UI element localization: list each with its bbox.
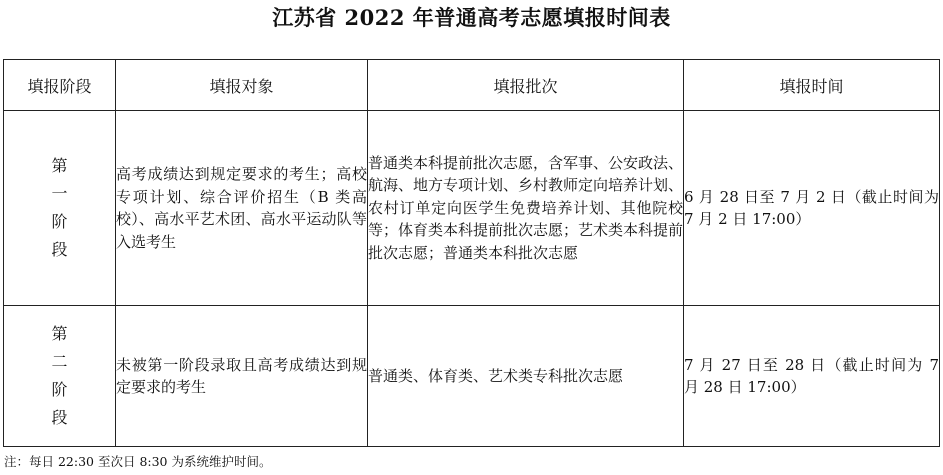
time-cell: 7 月 27 日至 28 日（截止时间为 7 月 28 日 17:00） (684, 306, 940, 447)
header-target: 填报对象 (116, 60, 368, 111)
table-row (4, 111, 940, 306)
page-title: 江苏省 2022 年普通高考志愿填报时间表 (272, 5, 671, 30)
table-header-row (4, 60, 940, 111)
stage-cell (4, 306, 116, 447)
time-cell: 6 月 28 日至 7 月 2 日（截止时间为 7 月 2 日 17:00） (684, 111, 940, 306)
target-cell: 高考成绩达到规定要求的考生；高校专项计划、综合评价招生（B 类高校）、高水平艺术团、高水平运动队等入选考生 (116, 111, 368, 306)
batches-cell: 普通类本科提前批次志愿，含军事、公安政法、航海、地方专项计划、乡村教师定向培养计划、农村订单定向医学生免费培养计划、其他院校等；体育类本科提前批次志愿；艺术类本科提前批次志愿；普通类本科批次志愿 (368, 111, 684, 306)
header-batches: 填报批次 (368, 60, 684, 111)
header-stage: 填报阶段 (4, 60, 116, 111)
stage-label: 第一阶段 (51, 156, 68, 259)
table-row (4, 306, 940, 447)
target-cell: 未被第一阶段录取且高考成绩达到规定要求的考生 (116, 306, 368, 447)
footnote: 注：每日 22:30 至次日 8:30 为系统维护时间。 (4, 454, 272, 469)
header-time: 填报时间 (684, 60, 940, 111)
schedule-table (3, 59, 940, 447)
batches-cell: 普通类、体育类、艺术类专科批次志愿 (368, 306, 684, 447)
stage-cell (4, 111, 116, 306)
stage-label: 第二阶段 (51, 324, 68, 427)
